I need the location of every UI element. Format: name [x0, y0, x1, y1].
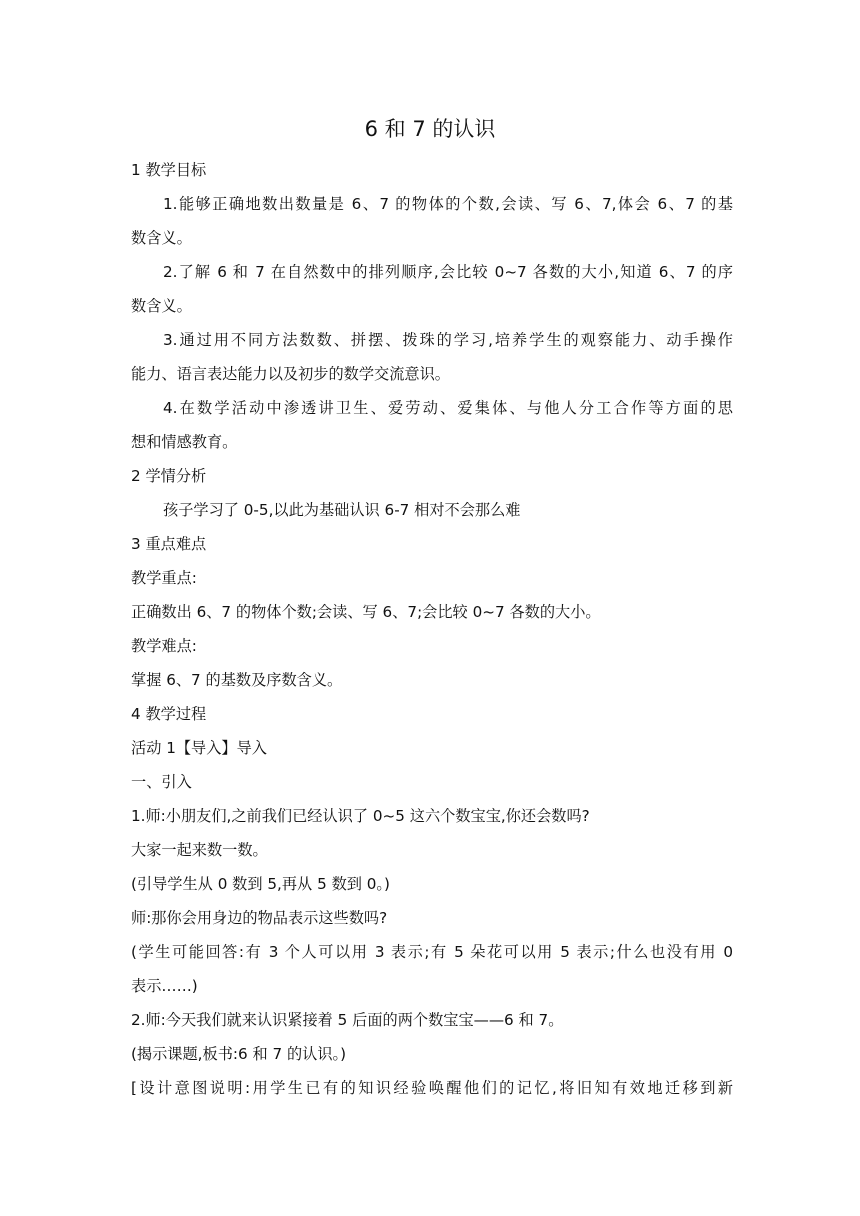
document-body — [131, 153, 733, 1105]
process-line: 1.师:小朋友们,之前我们已经认识了 0~5 这六个数宝宝,你还会数吗? — [131, 807, 590, 825]
process-line: 2.师:今天我们就来认识紧接着 5 后面的两个数宝宝——6 和 7。 — [131, 1011, 564, 1029]
objective-1-line-2: 数含义。 — [131, 229, 192, 247]
objective-3-line-1: 3.通过用不同方法数数、拼摆、拨珠的学习,培养学生的观察能力、动手操作 — [163, 331, 733, 349]
section-heading-objectives: 1 教学目标 — [131, 161, 207, 179]
subsection-heading-intro: 一、引入 — [131, 773, 192, 791]
key-point-label: 教学重点: — [131, 569, 197, 587]
process-line: 师:那你会用身边的物品表示这些数吗? — [131, 909, 388, 927]
key-point-text: 正确数出 6、7 的物体个数;会读、写 6、7;会比较 0~7 各数的大小。 — [131, 603, 601, 621]
objective-2-line-2: 数含义。 — [131, 297, 192, 315]
objective-4-line-2: 想和情感教育。 — [131, 433, 238, 451]
document-title: 6 和 7 的认识 — [364, 117, 496, 141]
process-line: (学生可能回答:有 3 个人可以用 3 表示;有 5 朵花可以用 5 表示;什么也没有用 0 — [131, 943, 733, 961]
objective-2-line-1: 2.了解 6 和 7 在自然数中的排列顺序,会比较 0~7 各数的大小,知道 6、7 的序 — [163, 263, 733, 281]
activity-heading: 活动 1【导入】导入 — [131, 739, 267, 757]
analysis-text: 孩子学习了 0-5,以此为基础认识 6-7 相对不会那么难 — [163, 501, 521, 519]
section-heading-key-points: 3 重点难点 — [131, 535, 207, 553]
objective-4-line-1: 4.在数学活动中渗透讲卫生、爱劳动、爱集体、与他人分工合作等方面的思 — [163, 399, 733, 417]
objective-3-line-2: 能力、语言表达能力以及初步的数学交流意识。 — [131, 365, 450, 383]
process-line: 表示……) — [131, 977, 198, 995]
objective-1-line-1: 1.能够正确地数出数量是 6、7 的物体的个数,会读、写 6、7,体会 6、7 的基 — [163, 195, 733, 213]
process-line: [设计意图说明:用学生已有的知识经验唤醒他们的记忆,将旧知有效地迁移到新 — [131, 1079, 733, 1097]
section-heading-process: 4 教学过程 — [131, 705, 207, 723]
section-heading-analysis: 2 学情分析 — [131, 467, 207, 485]
process-line: (引导学生从 0 数到 5,再从 5 数到 0。) — [131, 875, 390, 893]
difficulty-text: 掌握 6、7 的基数及序数含义。 — [131, 671, 343, 689]
process-line: 大家一起来数一数。 — [131, 841, 268, 859]
process-line: (揭示课题,板书:6 和 7 的认识。) — [131, 1045, 347, 1063]
difficulty-label: 教学难点: — [131, 637, 197, 655]
